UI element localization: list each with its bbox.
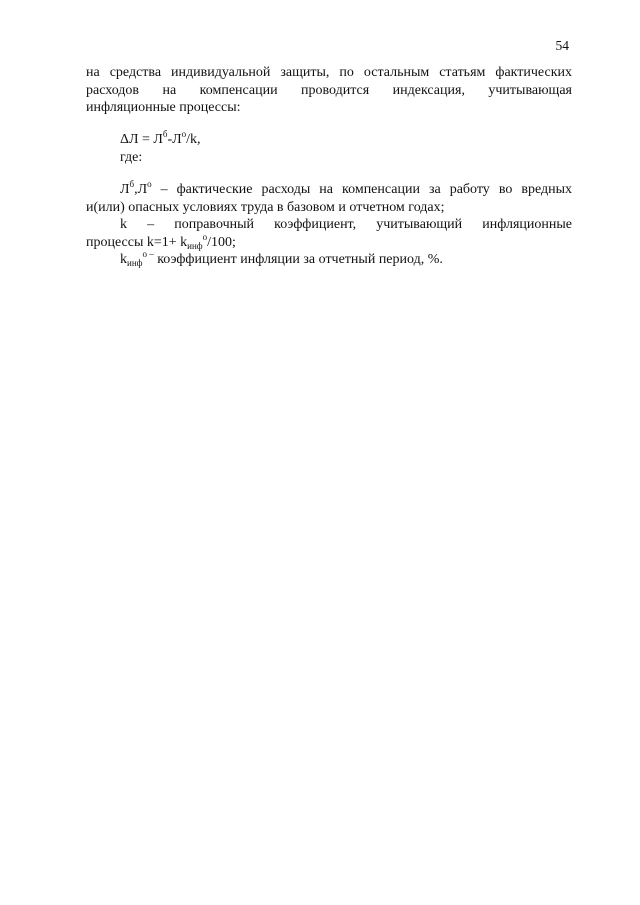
formula-sup-base: б [162, 129, 168, 139]
def1-comma: ,Л [134, 182, 148, 197]
def3-sup: о – [142, 249, 154, 260]
def3-k: k [120, 252, 127, 268]
intro-line-2: расходов на компенсации проводится индексация, учитывающая [86, 82, 572, 98]
intro-line-1: на средства индивидуальной защиты, по остальным статьям фактических [86, 65, 572, 80]
intro-paragraph [86, 64, 572, 117]
def1-sup-report: о [147, 179, 152, 189]
formula-where: где: [120, 149, 143, 165]
def2-sub: инф [187, 240, 203, 251]
definition-3-line-1 [86, 251, 572, 269]
formula-line [120, 131, 420, 149]
formula-sup-report: о [181, 129, 187, 139]
formula-mid: -Л [167, 132, 182, 147]
def2-prefix: процессы k=1+ k [86, 234, 188, 250]
def1-sup-base: б [129, 179, 135, 189]
definition-1-line-2: и(или) опасных условиях труда в базовом и отчетном годах; [86, 199, 445, 215]
def2-suffix: /100; [207, 234, 236, 250]
definition-2-line-2 [86, 231, 572, 252]
def1-text: – фактические расходы на компенсации за работу во вредных [151, 182, 572, 197]
def1-var: Л [120, 182, 130, 197]
formula-block [120, 131, 420, 166]
formula-rhs: /k, [186, 132, 201, 147]
definitions-block [86, 181, 572, 269]
def3-text: коэффициент инфляции за отчетный период, %. [153, 252, 443, 268]
page-number: 54 [555, 38, 569, 53]
definition-2-line-1: k – поправочный коэффициент, учитывающий инфляционные [120, 217, 572, 233]
formula-lhs: ΔЛ = Л [120, 132, 163, 147]
def3-sub: инф [127, 258, 143, 269]
intro-line-3: инфляционные процессы: [86, 100, 241, 116]
def2-sup: о [202, 231, 208, 242]
definition-1-line-1 [86, 181, 572, 199]
